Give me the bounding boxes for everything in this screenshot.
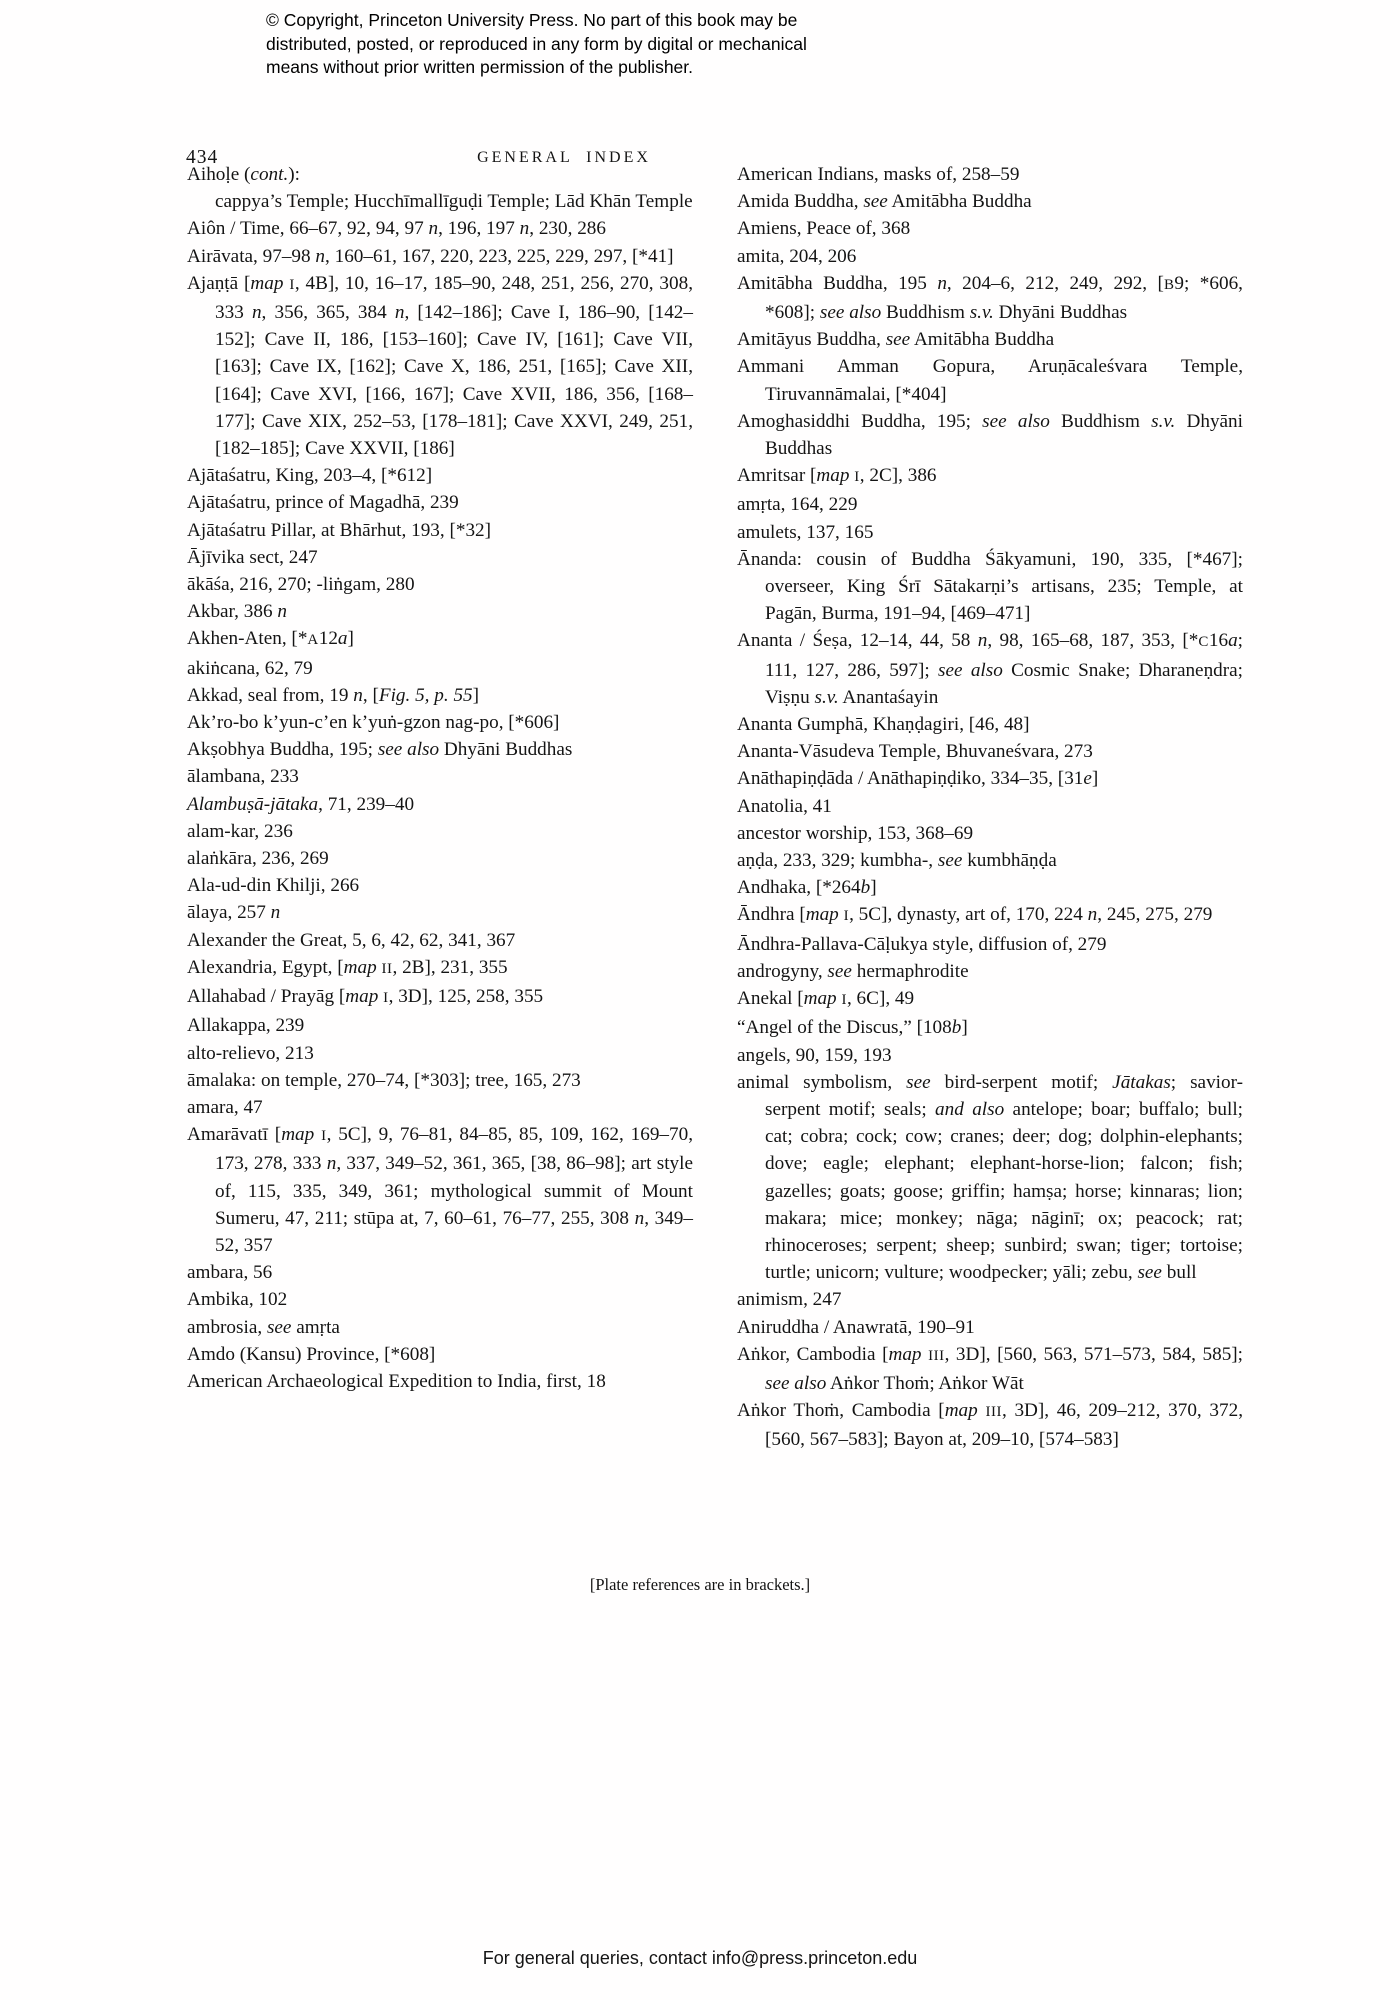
index-entry bbox=[737, 931, 1243, 958]
index-entry bbox=[187, 1094, 693, 1121]
index-entry bbox=[187, 709, 693, 736]
index-entry-text: Ala-ud-din Khilji, 266 bbox=[187, 875, 360, 897]
index-entry-text: , 2B], 231, 355 bbox=[392, 956, 508, 978]
index-entry-text: Amitābha Buddha, 195 bbox=[737, 272, 938, 294]
index-entry-text: Ananta Gumphā, Khaṇḍagiri, [46, 48] bbox=[737, 714, 1030, 736]
page-title: GENERAL INDEX bbox=[477, 149, 651, 166]
index-entry-text: , 5C], 9, 76–81, 84–85, 85, 109, 162, 169–70, 173, 278, 333 bbox=[215, 1124, 693, 1175]
index-entry-text: s.v. bbox=[1151, 410, 1176, 432]
index-entry-text: map bbox=[281, 1124, 315, 1146]
index-entry bbox=[187, 1341, 693, 1368]
index-entry-text: Āndhra [ bbox=[737, 904, 806, 926]
index-entry-text: Akkad, seal from, 19 bbox=[187, 684, 354, 706]
index-entry-text: Aihoḷe ( bbox=[187, 164, 251, 185]
index-entry-text: alto-relievo, 213 bbox=[187, 1042, 314, 1064]
index-entry-text: Anatolia, 41 bbox=[737, 795, 832, 817]
index-entry-text: alaṅkāra, 236, 269 bbox=[187, 848, 329, 870]
copyright-line: distributed, posted, or reproduced in any form by digital or mechanical bbox=[266, 33, 807, 54]
index-entry-text: see bbox=[906, 1071, 931, 1093]
index-entry-text: I bbox=[289, 276, 295, 293]
index-entry-text: map bbox=[345, 986, 379, 1008]
index-entry-text: a bbox=[1228, 630, 1238, 652]
index-entry-text: amara, 47 bbox=[187, 1096, 263, 1118]
index-entry-text: see also bbox=[938, 659, 1003, 681]
index-entry-text: n bbox=[519, 218, 530, 240]
index-entry bbox=[737, 1069, 1243, 1287]
index-entry-text: n bbox=[353, 684, 363, 706]
index-entry-text: American Archaeological Expedition to India, first, 18 bbox=[187, 1370, 606, 1392]
index-entry-text: map bbox=[803, 988, 837, 1010]
index-entry-text: Allakappa, 239 bbox=[187, 1015, 305, 1037]
index-entry-text: androgyny, bbox=[737, 960, 828, 982]
index-entry-text: āmalaka: on temple, 270–74, [*303]; tree, 165, 273 bbox=[187, 1069, 581, 1091]
index-entry-text: Aṅkor, Cambodia [ bbox=[737, 1343, 889, 1365]
index-entry-text: n bbox=[326, 1153, 337, 1175]
index-entry bbox=[187, 462, 693, 489]
index-entry-text: amṛta, 164, 229 bbox=[737, 494, 858, 516]
index-entry-text: Amitābha Buddha bbox=[887, 191, 1032, 213]
index-entry-text: ] bbox=[870, 877, 877, 899]
index-entry bbox=[187, 1368, 693, 1395]
index-entry bbox=[187, 270, 693, 462]
index-entry-text: Aṅkor Thoṁ, Cambodia [ bbox=[737, 1400, 945, 1422]
index-entry-text: Amoghasiddhi Buddha, 195; bbox=[737, 410, 983, 432]
index-entry-text: Amitābha Buddha bbox=[910, 329, 1055, 351]
index-entry bbox=[737, 627, 1243, 711]
index-entry-text: I bbox=[321, 1128, 327, 1145]
index-entry bbox=[187, 818, 693, 845]
index-entry bbox=[737, 820, 1243, 847]
index-entry-text: see also bbox=[819, 302, 882, 324]
index-entry bbox=[737, 901, 1243, 930]
index-entry-text: , 204–6, 212, 249, 292, [ bbox=[946, 272, 1164, 294]
index-entry-text: b bbox=[860, 877, 871, 899]
index-entry bbox=[737, 408, 1243, 462]
index-entry-text: , 98, 165–68, 187, 353, [* bbox=[987, 630, 1199, 652]
index-entry-text: animism, 247 bbox=[737, 1289, 842, 1311]
index-entry-text: ] bbox=[961, 1017, 968, 1039]
index-entry-text: Ammani Amman Gopura, Aruṇācaleśvara Temple, Tiruvannāmalai, [*404] bbox=[737, 356, 1243, 405]
index-entry bbox=[737, 353, 1243, 407]
index-entry-text: map bbox=[250, 272, 284, 294]
index-entry-text: see bbox=[266, 1316, 292, 1338]
index-entry bbox=[187, 1314, 693, 1341]
index-entry-text: map bbox=[944, 1400, 978, 1422]
index-entry-text: Āndhra-Pallava-Cāḷukya style, diffusion of, 279 bbox=[737, 933, 1107, 955]
index-entry-text: kumbhāṇḍa bbox=[962, 850, 1057, 872]
index-entry bbox=[737, 1397, 1243, 1453]
index-entry-text: Amida Buddha, bbox=[737, 191, 864, 213]
index-entry-text: a bbox=[337, 628, 348, 650]
index-entry-text: , 230, 286 bbox=[529, 218, 606, 240]
index-entry-text: ālambana, 233 bbox=[187, 766, 299, 788]
index-entry bbox=[737, 958, 1243, 985]
index-entry-text: hermaphrodite bbox=[851, 960, 969, 982]
index-entry-text: see also bbox=[982, 410, 1050, 432]
index-entry-text: ] bbox=[472, 684, 480, 706]
index-entry-text: cont. bbox=[250, 164, 289, 185]
index-entry bbox=[187, 927, 693, 954]
index-entry bbox=[737, 519, 1243, 546]
index-entry-text: animal symbolism, bbox=[737, 1071, 907, 1093]
index-entry-text: , 3D], 46, 209–212, 370, 372, [560, 567–583]; Bayon at, 209–10, [574–583] bbox=[765, 1400, 1244, 1451]
index-entry-text: , 71, 239–40 bbox=[318, 793, 415, 815]
plate-reference-note: [Plate references are in brackets.] bbox=[589, 1575, 811, 1594]
index-entry-text: antelope; boar; buffalo; bull; cat; cobra; cock; cow; cranes; deer; dog; dolphin-elephants; dove; eagle; elephant; elephant-horse-lion; falcon; fish; gazelles; goats; goose; griffin; hamṣa; horse; kinnaras; lion; makara; mice; monkey; nāga; nāginī; ox; peacock; rat; rhinoceroses; serpent; sheep; sunbird; swan; tiger; tortoise; turtle; unicorn; vulture; woodpecker; yāli; zebu, bbox=[765, 1098, 1243, 1284]
index-column-left bbox=[187, 161, 693, 1454]
index-entry-text: see bbox=[863, 191, 888, 213]
index-entry-text: see bbox=[937, 850, 963, 872]
index-entry bbox=[737, 161, 1243, 188]
index-entry-text: bird-serpent motif; bbox=[930, 1071, 1113, 1093]
contact-footer: For general queries, contact info@press.princeton.edu bbox=[482, 1948, 918, 1968]
index-entry bbox=[737, 1341, 1243, 1397]
index-entry bbox=[737, 491, 1243, 518]
index-entry-text: n bbox=[277, 601, 287, 623]
index-entry-text: ālaya, 257 bbox=[187, 902, 271, 924]
index-entry-text: I bbox=[841, 992, 847, 1009]
index-entry bbox=[737, 215, 1243, 242]
index-entry-text: n bbox=[270, 902, 281, 924]
index-entry-text: Dhyāni Buddhas bbox=[439, 739, 573, 761]
index-entry bbox=[187, 598, 693, 625]
index-entry-text: amulets, 137, 165 bbox=[737, 521, 874, 543]
index-entry-text: map bbox=[805, 904, 839, 926]
index-entry-text: Ajātaśatru Pillar, at Bhārhut, 193, [*32] bbox=[187, 519, 492, 541]
index-entry-text: see bbox=[827, 960, 852, 982]
index-entry-text: ] bbox=[1091, 768, 1099, 790]
index-entry bbox=[187, 1067, 693, 1094]
index-entry-text: Cosmic Snake; Dharaneṇdra; Viṣṇu bbox=[765, 659, 1243, 708]
index-entry-text: Akṣobhya Buddha, 195; bbox=[187, 739, 378, 761]
index-entry-text: , 245, 275, 279 bbox=[1097, 904, 1213, 926]
index-entry-text: n bbox=[977, 630, 988, 652]
index-entry-text: Alexander the Great, 5, 6, 42, 62, 341, 367 bbox=[187, 929, 516, 951]
index-entry bbox=[187, 763, 693, 790]
index-entry bbox=[187, 682, 693, 709]
index-entry-text: III bbox=[985, 1404, 1002, 1421]
copyright-notice bbox=[266, 9, 807, 80]
index-entry-text: see also bbox=[377, 739, 440, 761]
page-number: 434 bbox=[186, 147, 219, 168]
index-entry-text: ambrosia, bbox=[187, 1316, 267, 1338]
index-entry-text: and also bbox=[935, 1098, 1005, 1120]
index-entry-text: Airāvata, 97–98 bbox=[187, 245, 316, 267]
index-entry-text: , [142–186]; Cave I, 186–90, [142–152]; Cave II, 186, [153–160]; Cave IV, [161]; Cave VII, [163]; Cave IX, [162]; Cave X, 186, 251, [165]; Cave XII, [164]; Cave XVI, [166, 167]; Cave XVII, 186, 356, [168–177]; Cave XIX, 252–53, [178–181]; Cave XXVI, 249, 251, [182–185]; Cave XXVII, [186] bbox=[215, 302, 693, 460]
index-entry bbox=[737, 765, 1243, 792]
index-entry-text: amita, 204, 206 bbox=[737, 245, 857, 267]
index-entry-text: s.v. bbox=[814, 686, 839, 708]
index-entry-text: map bbox=[343, 956, 377, 978]
index-entry bbox=[737, 270, 1243, 326]
index-entry-text: Jātakas bbox=[1112, 1071, 1171, 1093]
index-entry-text: n bbox=[634, 1207, 645, 1229]
index-entry bbox=[187, 1286, 693, 1313]
index-entry-text: , 5C], dynasty, art of, 170, 224 bbox=[849, 904, 1088, 926]
index-entry-text: American Indians, masks of, 258–59 bbox=[737, 164, 1020, 185]
index-entry bbox=[187, 625, 693, 654]
index-entry-text: , 196, 197 bbox=[438, 218, 520, 240]
index-entry-text: n bbox=[394, 302, 405, 324]
copyright-line: © Copyright, Princeton University Press. No part of this book may be bbox=[266, 10, 798, 30]
index-entry-text: Anāthapiṇḍāda / Anāthapiṇḍiko, 334–35, [31 bbox=[737, 768, 1084, 790]
index-entry-text: n bbox=[251, 302, 262, 324]
index-entry-text: ambara, 56 bbox=[187, 1262, 273, 1284]
index-entry-text: Dhyāni Buddhas bbox=[993, 302, 1128, 324]
copyright-line: means without prior written permission of the publisher. bbox=[266, 57, 694, 77]
index-entry bbox=[737, 1314, 1243, 1341]
index-entry bbox=[187, 243, 693, 270]
index-entry bbox=[737, 985, 1243, 1014]
index-entry bbox=[187, 1040, 693, 1067]
index-entry-text: ākāśa, 216, 270; -liṅgam, 280 bbox=[187, 574, 415, 596]
index-entry-text: ): bbox=[288, 164, 300, 185]
index-entry-text: n bbox=[1087, 904, 1098, 926]
index-entry-text: Dhyāni Buddhas bbox=[765, 410, 1243, 460]
index-entry-text: map bbox=[888, 1343, 922, 1365]
index-entry-text: amṛta bbox=[291, 1316, 340, 1338]
index-entry-text: see also bbox=[765, 1372, 827, 1394]
index-entry-text: s.v. bbox=[969, 302, 994, 324]
index-entry-text: Anantaśayin bbox=[838, 686, 939, 708]
index-entry-text: cappya’s Temple; Hucchīmallīguḍi Temple; Lād Khān Temple bbox=[215, 191, 693, 213]
index-entry bbox=[187, 1259, 693, 1286]
index-entry bbox=[187, 736, 693, 763]
index-entry-text: Akbar, 386 bbox=[187, 601, 278, 623]
index-entry-text: Amarāvatī [ bbox=[187, 1124, 282, 1146]
index-entry-text: Anekal [ bbox=[737, 988, 804, 1010]
index-entry bbox=[737, 1042, 1243, 1069]
index-entry-text: “Angel of the Discus,” [108 bbox=[737, 1017, 952, 1039]
index-entry-text: ancestor worship, 153, 368–69 bbox=[737, 822, 974, 844]
index-columns bbox=[187, 161, 1243, 1454]
index-entry-text: Amritsar [ bbox=[737, 465, 817, 487]
index-entry bbox=[187, 517, 693, 544]
index-entry bbox=[737, 711, 1243, 738]
index-entry-text: Allahabad / Prayāg [ bbox=[187, 986, 346, 1008]
index-entry-text: , [ bbox=[362, 684, 379, 706]
index-entry-text: Fig. 5, p. 55 bbox=[378, 684, 473, 706]
index-entry-text: Ananta-Vāsudeva Temple, Bhuvaneśvara, 273 bbox=[737, 741, 1093, 763]
index-entry-text: , 160–61, 167, 220, 223, 225, 229, 297, [*41] bbox=[325, 245, 674, 267]
index-entry-text: angels, 90, 159, 193 bbox=[737, 1044, 892, 1066]
index-entry-text: Alexandria, Egypt, [ bbox=[187, 956, 344, 978]
index-entry-text: e bbox=[1083, 768, 1092, 790]
index-entry bbox=[737, 847, 1243, 874]
index-entry-text: ; savior-serpent motif; seals; bbox=[765, 1071, 1243, 1120]
index-entry-text: Ājīvika sect, 247 bbox=[187, 546, 318, 568]
index-entry bbox=[737, 462, 1243, 491]
index-entry-text: III bbox=[928, 1347, 945, 1364]
index-entry bbox=[737, 243, 1243, 270]
index-entry-text: Amdo (Kansu) Province, [*608] bbox=[187, 1343, 436, 1365]
index-entry-text: n bbox=[937, 272, 947, 294]
index-entry-text: Buddhism bbox=[881, 302, 970, 324]
index-entry bbox=[187, 489, 693, 516]
index-entry bbox=[187, 899, 693, 926]
index-entry-text: alam-kar, 236 bbox=[187, 820, 293, 842]
index-entry-text: Andhaka, [*264 bbox=[737, 877, 861, 899]
index-entry bbox=[187, 983, 693, 1012]
index-entry-text: C bbox=[1198, 634, 1209, 651]
index-entry-text: b bbox=[951, 1017, 962, 1039]
index-entry bbox=[187, 1121, 693, 1259]
index-entry bbox=[187, 872, 693, 899]
index-entry bbox=[737, 1286, 1243, 1313]
index-entry-text: Ambika, 102 bbox=[187, 1289, 288, 1311]
index-entry bbox=[187, 655, 693, 682]
index-entry-text: Amitāyus Buddha, bbox=[737, 329, 886, 351]
index-entry-text: Akhen-Aten, [* bbox=[187, 628, 308, 650]
index-entry-text: see bbox=[885, 329, 911, 351]
index-entry-text: I bbox=[854, 469, 860, 486]
index-entry bbox=[187, 954, 693, 983]
index-entry-text: Ānanda: cousin of Buddha Śākyamuni, 190, 335, [*467]; overseer, King Śrī Sātakarṇi’s artisans, 235; Temple, at Pagān, Burma, 191–94, [469–471] bbox=[737, 548, 1243, 625]
index-entry bbox=[187, 791, 693, 818]
index-entry-text: 12 bbox=[318, 628, 338, 650]
index-entry-text: Aniruddha / Anawratā, 190–91 bbox=[737, 1316, 975, 1338]
index-entry bbox=[737, 188, 1243, 215]
index-entry-text: , 349–52, 357 bbox=[215, 1207, 693, 1256]
index-entry-text: Aṅkor Thoṁ; Aṅkor Wāt bbox=[826, 1372, 1024, 1394]
index-entry bbox=[187, 161, 693, 188]
index-entry-text: , 3D], 125, 258, 355 bbox=[388, 986, 544, 1008]
index-entry bbox=[187, 188, 693, 215]
index-entry-text: bull bbox=[1161, 1262, 1197, 1284]
index-entry-text: , 4B], 10, 16–17, 185–90, 248, 251, 256, 270, 308, 333 bbox=[215, 272, 694, 324]
index-entry-text: Alambuṣā-jātaka bbox=[187, 793, 319, 815]
index-entry-text: akiṅcana, 62, 79 bbox=[187, 657, 313, 679]
index-entry bbox=[737, 793, 1243, 820]
index-entry-text: map bbox=[816, 465, 850, 487]
index-entry-text: see bbox=[1137, 1262, 1162, 1284]
index-entry bbox=[187, 1012, 693, 1039]
index-entry-text: , 337, 349–52, 361, 365, [38, 86–98]; art style of, 115, 335, 349, 361; mythological summit of Mount Sumeru, 47, 211; stūpa at, 7, 60–61, 76–77, 255, 308 bbox=[215, 1153, 693, 1229]
index-entry-text: 9; *606, *608]; bbox=[765, 272, 1243, 324]
index-entry-text: Ajātaśatru, King, 203–4, [*612] bbox=[187, 465, 433, 487]
index-entry-text: Ajaṇṭā [ bbox=[187, 272, 251, 294]
index-entry-text: aṇḍa, 233, 329; kumbha-, bbox=[737, 850, 938, 872]
index-entry-text: n bbox=[315, 245, 326, 267]
index-entry-text: , 6C], 49 bbox=[846, 988, 915, 1010]
index-entry-text: ] bbox=[347, 628, 354, 650]
index-entry-text: Buddhism bbox=[1049, 410, 1152, 432]
index-entry bbox=[187, 571, 693, 598]
index-entry-text: , 3D], [560, 563, 571–573, 584, 585]; bbox=[944, 1343, 1244, 1365]
index-entry bbox=[187, 215, 693, 242]
index-entry-text: Ananta / Śeṣa, 12–14, 44, 58 bbox=[737, 630, 978, 652]
index-entry bbox=[737, 326, 1243, 353]
index-entry-text: II bbox=[381, 960, 393, 977]
index-entry-text: Amiens, Peace of, 368 bbox=[737, 218, 911, 240]
index-entry bbox=[737, 546, 1243, 628]
index-entry bbox=[187, 544, 693, 571]
index-entry-text: B bbox=[1163, 276, 1175, 293]
index-entry bbox=[737, 874, 1243, 901]
index-entry-text: ; 111, 127, 286, 597]; bbox=[765, 630, 1243, 681]
index-entry-text: 16 bbox=[1208, 630, 1229, 652]
index-entry-text: , 2C], 386 bbox=[859, 465, 937, 487]
index-entry-text: , 356, 365, 384 bbox=[261, 302, 395, 324]
index-entry bbox=[187, 845, 693, 872]
index-entry-text: A bbox=[307, 632, 319, 649]
index-entry-text: Ajātaśatru, prince of Magadhā, 239 bbox=[187, 492, 459, 514]
index-entry-text: I bbox=[843, 908, 850, 925]
index-entry-text: Aiôn / Time, 66–67, 92, 94, 97 bbox=[187, 218, 429, 240]
index-column-right bbox=[737, 161, 1243, 1454]
index-entry bbox=[737, 1014, 1243, 1041]
index-entry-text: I bbox=[383, 990, 389, 1007]
index-entry-text: n bbox=[428, 218, 439, 240]
index-entry-text: Ak’ro-bo k’yun-c’en k’yuṅ-gzon nag-po, [*606] bbox=[187, 712, 560, 734]
index-entry bbox=[737, 738, 1243, 765]
